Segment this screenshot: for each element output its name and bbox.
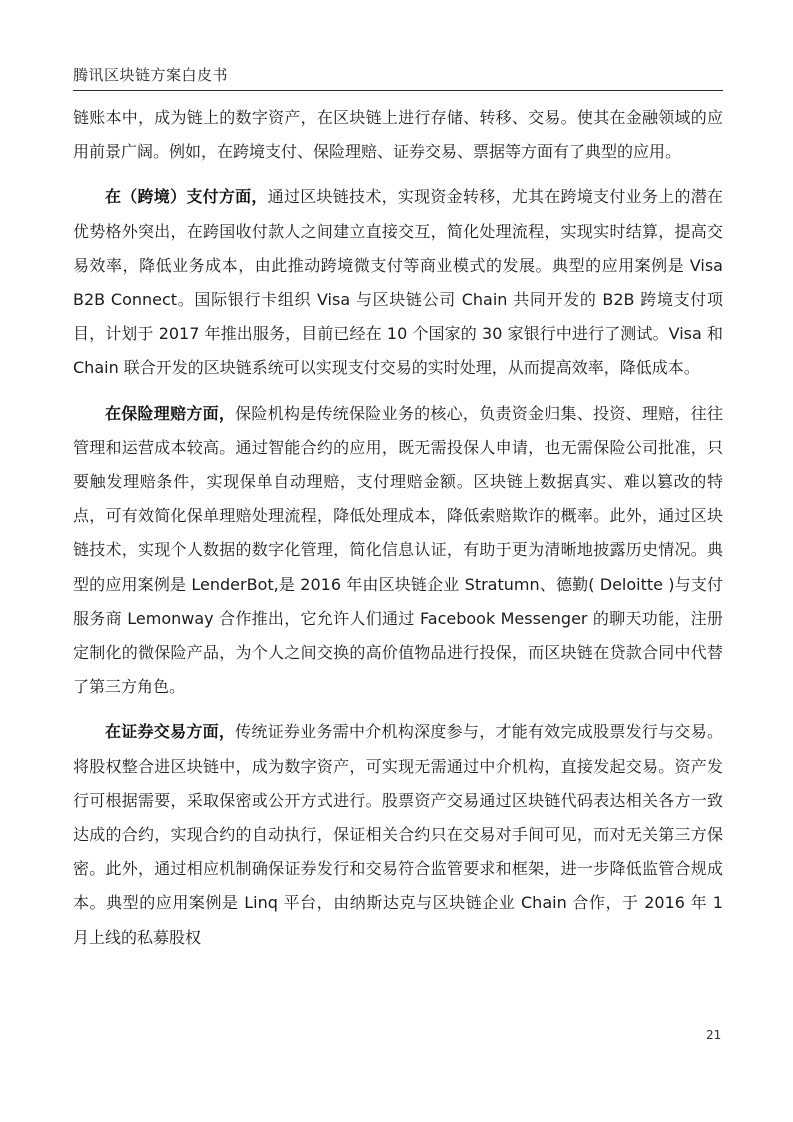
- paragraph-body: 通过区块链技术，实现资金转移，尤其在跨境支付业务上的潜在优势格外突出，在跨国收付款人之间建立直接交互，简化处理流程，实现实时结算，提高交易效率，降低业务成本，由此推动跨境微支付等商业模式的发展。典型的应用案例是 Visa B2B Connect。国际银行卡组织 Visa 与区块链公司 Chain 共同开发的 B2B 跨境支付项目，计划于 2017 年推出服务，目前已经在 10 个国家的 30 家银行中进行了测试。Visa 和 Chain 联合开发的区块链系统可以实现支付交易的实时处理，从而提高效率，降低成本。: [73, 187, 723, 378]
- page-number: 21: [706, 1028, 722, 1042]
- paragraph-lead: 在保险理赔方面，: [105, 403, 236, 423]
- paragraph-lead: 在证券交易方面，: [105, 722, 236, 742]
- paragraph-insurance-claims: [73, 397, 723, 705]
- paragraph-body: 传统证券业务需中介机构深度参与，才能有效完成股票发行与交易。将股权整合进区块链中，成为数字资产，可实现无需通过中介机构，直接发起交易。资产发行可根据需要，采取保密或公开方式进行。股票资产交易通过区块链代码表达相关各方一致达成的合约，实现合约的自动执行，保证相关合约只在交易对手间可见，而对无关第三方保密。此外，通过相应机制确保证券发行和交易符合监管要求和框架，进一步降低监管合规成本。典型的应用案例是 Linq 平台，由纳斯达克与区块链企业 Chain 合作，于 2016 年 1 月上线的私募股权: [73, 722, 723, 947]
- body-text: [73, 101, 723, 955]
- page-header: [73, 62, 723, 91]
- paragraph-securities-trading: [73, 715, 723, 954]
- paragraph-cross-border-payment: [73, 180, 723, 385]
- paragraph-body: 保险机构是传统保险业务的核心，负责资金归集、投资、理赔，往往管理和运营成本较高。通过智能合约的应用，既无需投保人申请，也无需保险公司批准，只要触发理赔条件，实现保单自动理赔，支付理赔金额。区块链上数据真实、难以篡改的特点，可有效简化保单理赔处理流程，降低处理成本，降低索赔欺诈的概率。此外，通过区块链技术，实现个人数据的数字化管理，简化信息认证，有助于更为清晰地披露历史情况。典型的应用案例是 LenderBot,是 2016 年由区块链企业 Stratumn、德勤( Deloitte )与支付服务商 Lemonway 合作推出，它允许人们通过 Facebook Messenger 的聊天功能，注册定制化的微保险产品，为个人之间交换的高价值物品进行投保，而区块链在贷款合同中代替了第三方角色。: [73, 403, 723, 697]
- header-title: 腾讯区块链方案白皮书: [73, 66, 229, 84]
- paragraph-body: 链账本中，成为链上的数字资产，在区块链上进行存储、转移、交易。使其在金融领域的应用前景广阔。例如，在跨境支付、保险理赔、证券交易、票据等方面有了典型的应用。: [73, 108, 723, 162]
- paragraph-lead: 在（跨境）支付方面，: [105, 187, 268, 207]
- paragraph-intro-continuation: [73, 101, 723, 169]
